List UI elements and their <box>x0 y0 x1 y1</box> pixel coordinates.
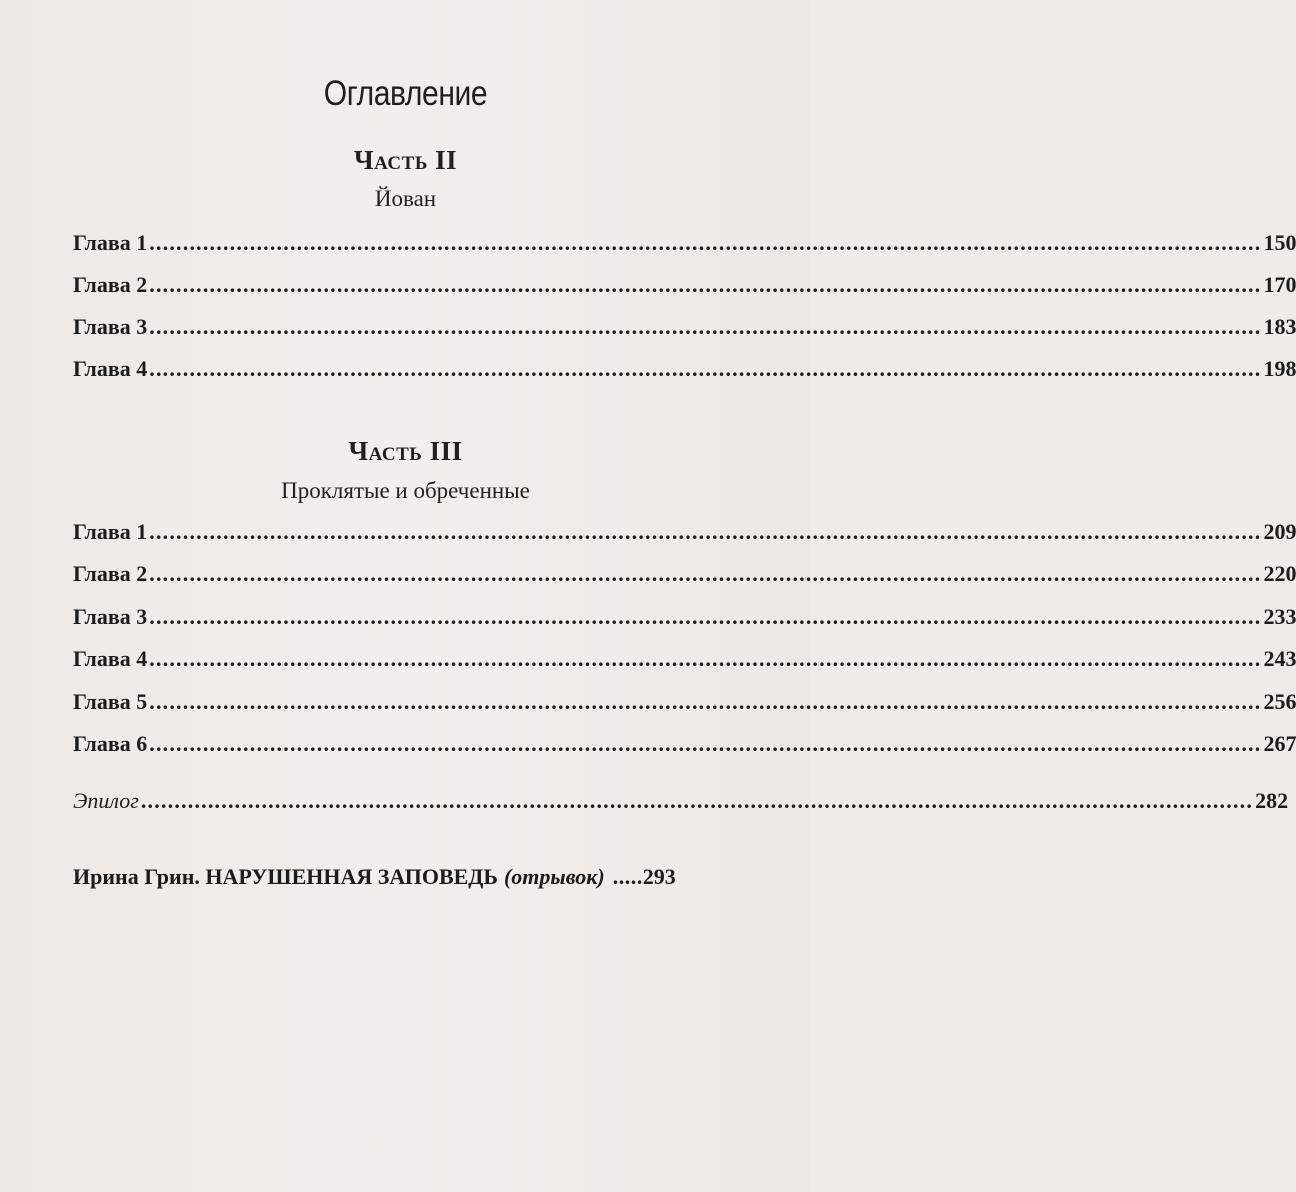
toc-entry-label: Глава 5 <box>73 689 148 714</box>
excerpt-note: (отрывок) <box>503 864 605 889</box>
page-title: Оглавление <box>323 74 488 113</box>
dot-leader: ...................................................................................................................................................................... <box>140 788 1254 813</box>
toc-entry-page: 233 <box>1263 604 1296 629</box>
toc-entry-page: 170 <box>1263 272 1296 297</box>
toc-entry[interactable] <box>73 689 1296 719</box>
toc-entry-label: Глава 4 <box>73 356 148 381</box>
toc-entry-label: Эпилог <box>73 788 139 813</box>
toc-entry[interactable] <box>73 314 1296 344</box>
dot-leader: ...................................................................................................................................................................... <box>149 356 1262 381</box>
toc-entry-page: 198 <box>1263 356 1296 381</box>
toc-entry-page: 183 <box>1263 314 1296 339</box>
part-subtitle: Проклятые и обреченные <box>281 478 530 503</box>
toc-entry-label: Глава 4 <box>73 646 148 671</box>
toc-entry-label: Глава 6 <box>73 731 148 756</box>
toc-entry-label: Глава 2 <box>73 272 148 297</box>
toc-entry-page: 150 <box>1263 230 1296 255</box>
part-subtitle: Йован <box>374 186 437 211</box>
dot-leader: ...................................................................................................................................................................... <box>149 519 1262 544</box>
toc-entry[interactable] <box>73 646 1296 676</box>
toc-entry-bonus-excerpt[interactable] <box>73 864 779 894</box>
dot-leader: ...................................................................................................................................................................... <box>149 646 1262 671</box>
toc-entry-page: 209 <box>1263 519 1296 544</box>
toc-entry-epilogue[interactable] <box>73 788 1289 818</box>
dot-leader: ...................................................................................................................................................................... <box>149 314 1262 339</box>
toc-entry[interactable] <box>73 272 1296 302</box>
toc-entry-label: Ирина Грин. НАРУШЕННАЯ ЗАПОВЕДЬ <box>73 864 498 889</box>
toc-entry-label: Глава 2 <box>73 561 148 586</box>
toc-entry-label: Глава 1 <box>73 519 148 544</box>
dot-leader: ...................................................................................................................................................................... <box>149 230 1262 255</box>
part-heading: Часть III <box>348 436 463 466</box>
toc-entry-page: 267 <box>1263 731 1296 756</box>
toc-entry-label: Глава 3 <box>73 604 148 629</box>
toc-entry-page: 256 <box>1263 689 1296 714</box>
toc-entry-page: 282 <box>1255 788 1289 813</box>
toc-entry[interactable] <box>73 230 1296 260</box>
toc-entry-page: 220 <box>1263 561 1296 586</box>
part-heading: Часть II <box>353 145 458 175</box>
toc-entry[interactable] <box>73 731 1296 761</box>
toc-entry[interactable] <box>73 519 1296 549</box>
toc-entry[interactable] <box>73 356 1296 386</box>
toc-entry-label: Глава 1 <box>73 230 148 255</box>
dot-leader: ...................................................................................................................................................................... <box>149 689 1262 714</box>
toc-entry[interactable] <box>73 561 1296 591</box>
toc-entry-label: Глава 3 <box>73 314 148 339</box>
toc-entry-page: 243 <box>1263 646 1296 671</box>
toc-entry-page: 293 <box>642 864 676 889</box>
dot-leader: ..... <box>612 864 643 889</box>
dot-leader: ...................................................................................................................................................................... <box>149 731 1262 756</box>
dot-leader: ...................................................................................................................................................................... <box>149 604 1262 629</box>
dot-leader: ...................................................................................................................................................................... <box>149 561 1262 586</box>
toc-entry[interactable] <box>73 604 1296 634</box>
dot-leader: ...................................................................................................................................................................... <box>149 272 1262 297</box>
